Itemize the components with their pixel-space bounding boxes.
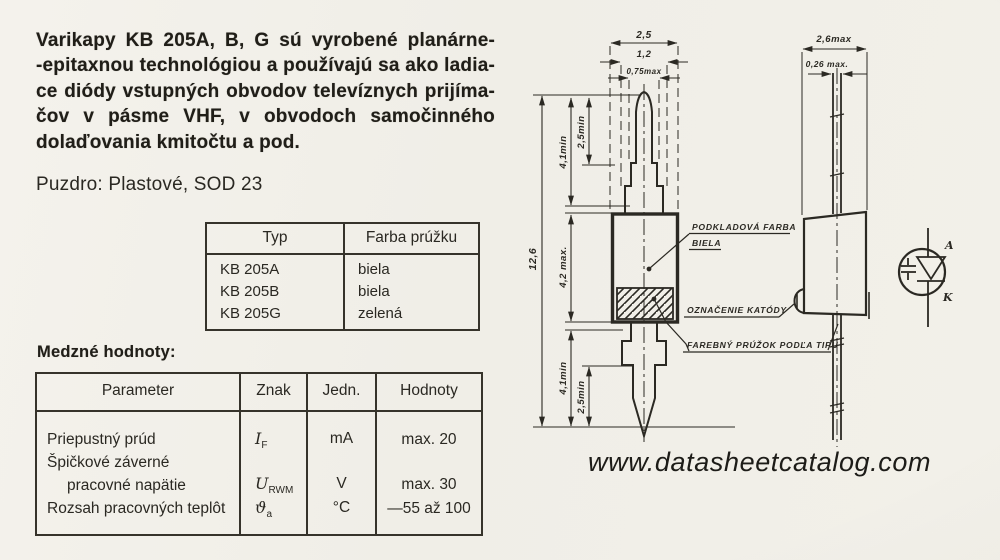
label-base-color-2: BIELA xyxy=(692,238,722,248)
front-colour-stripe xyxy=(617,288,673,319)
limits-header-parameter: Parameter xyxy=(101,382,175,399)
intro-line: Varikapy KB 205A, B, G sú vyrobené planárne- xyxy=(36,30,495,51)
type-table-header-typ: Typ xyxy=(262,229,288,246)
side-extension-lines xyxy=(802,52,867,215)
cathode-label: K xyxy=(943,291,953,304)
jedn-cell: °C xyxy=(332,499,351,516)
type-table-header-farba: Farba prúžku xyxy=(365,229,458,246)
varicap-symbol xyxy=(899,228,945,327)
limits-header-znak: Znak xyxy=(256,382,291,399)
dim-lead-top: 4,1min xyxy=(558,135,569,169)
hodnoty-cell: max. 30 xyxy=(401,476,457,493)
limits-header-hodnoty: Hodnoty xyxy=(400,382,458,399)
hodnoty-cell: —55 až 100 xyxy=(387,500,471,517)
intro-line: čov v pásme VHF, v obvodoch samočinného xyxy=(36,106,495,128)
param-cell: Špičkové záverné xyxy=(47,454,170,471)
farba-cell: biela xyxy=(358,283,390,300)
package-line: Puzdro: Plastové, SOD 23 xyxy=(36,174,263,195)
znak-subscript: F xyxy=(261,440,268,451)
param-cell: pracovné napätie xyxy=(67,477,186,494)
limits-title: Medzné hodnoty: xyxy=(37,343,176,361)
jedn-cell: mA xyxy=(329,430,354,447)
znak-symbol: U xyxy=(255,474,269,493)
hodnoty-cell: max. 20 xyxy=(401,431,457,448)
farba-cell: zelená xyxy=(358,305,403,322)
param-cell: Priepustný prúd xyxy=(47,431,156,448)
dim-tip-top: 2,5min xyxy=(576,115,587,149)
limits-header-line xyxy=(37,410,481,412)
dim-width-lead: 0,75max xyxy=(626,67,662,76)
watermark-text: www.datasheetcatalog.com xyxy=(588,447,932,477)
side-view xyxy=(795,68,870,447)
type-cell: KB 205A xyxy=(220,261,280,278)
jedn-cell: V xyxy=(336,475,347,492)
dim-overall: 12,6 xyxy=(527,247,539,271)
type-cell: KB 205B xyxy=(220,283,280,300)
param-cell: Rozsah pracovných teplôt xyxy=(47,500,226,517)
znak-symbol: ϑ xyxy=(255,498,267,517)
limits-header-jedn: Jedn. xyxy=(322,382,361,399)
znak-subscript: RWM xyxy=(268,485,294,496)
znak-symbol: I xyxy=(255,429,262,448)
znak-cell xyxy=(255,498,272,520)
dim-width-crimp: 1,2 xyxy=(636,49,652,60)
capacitor-mark xyxy=(901,258,916,280)
dim-width-body: 2,5 xyxy=(636,30,652,41)
znak-cell xyxy=(255,474,293,496)
label-color-stripe: FAREBNÝ PRÚŽOK PODĽA TIPU xyxy=(687,340,839,350)
type-table xyxy=(205,222,480,331)
type-table-header-line xyxy=(207,253,478,255)
intro-paragraph xyxy=(36,28,495,155)
intro-line: dolaďovania kmitočtu a pod. xyxy=(36,131,300,153)
label-cathode-mark: OZNAČENIE KATÓDY xyxy=(687,305,787,315)
dim-lead-bottom: 4,1min xyxy=(558,361,569,395)
znak-subscript: a xyxy=(266,509,272,520)
side-body xyxy=(804,212,866,315)
znak-cell xyxy=(255,429,267,451)
limits-table xyxy=(35,372,483,536)
type-cell: KB 205G xyxy=(220,305,281,322)
intro-line: -epitaxnou technológiou a používajú sa ako ladia- xyxy=(36,55,495,77)
dim-side-width: 2,6max xyxy=(816,34,852,45)
label-base-color-1: PODKLADOVÁ FARBA xyxy=(692,222,797,232)
farba-cell: biela xyxy=(358,261,390,278)
dim-lead-thickness: 0,26 max. xyxy=(805,59,849,69)
dim-tip-bottom: 2,5min xyxy=(576,380,587,414)
anode-label: A xyxy=(945,239,954,252)
dim-body-height: 4,2 max. xyxy=(558,246,569,288)
package-drawing xyxy=(520,0,1000,480)
intro-line: ce diódy vstupných obvodov televíznych prijíma- xyxy=(36,80,495,102)
front-view xyxy=(613,84,678,442)
